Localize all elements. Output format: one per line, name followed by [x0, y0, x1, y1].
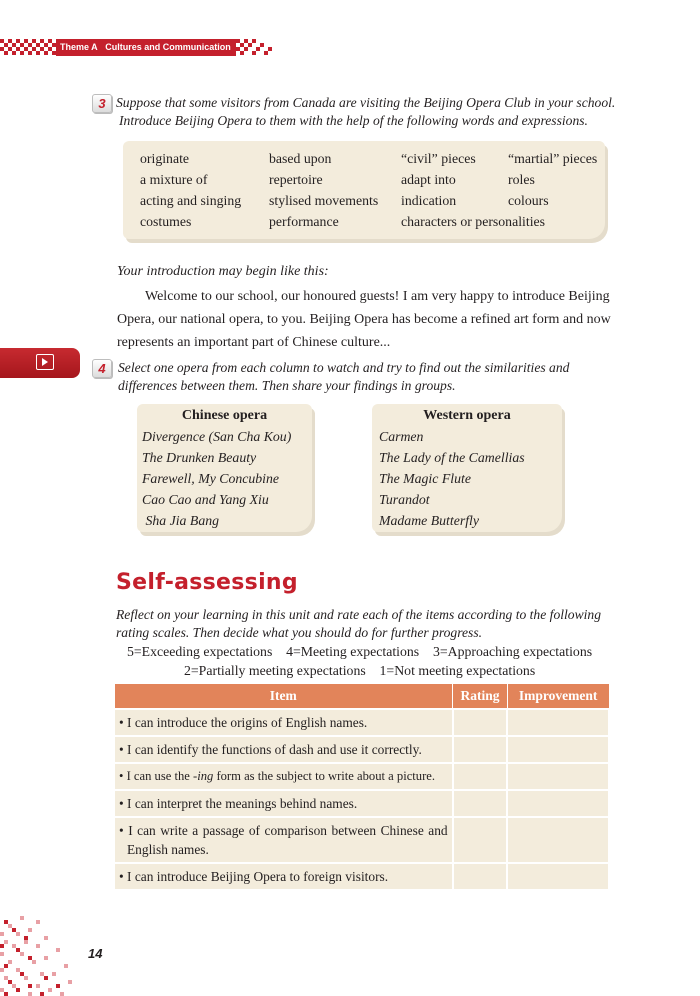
chinese-opera-heading: Chinese opera: [181, 408, 268, 423]
self-assessing-instruction: [116, 606, 626, 642]
task-4-prompt: [118, 359, 618, 395]
chinese-opera-item: Cao Cao and Yang Xiu: [142, 492, 269, 507]
improvement-cell[interactable]: [507, 736, 609, 763]
western-opera-item: Carmen: [379, 429, 424, 444]
item-text: I can introduce Beijing Opera to foreign visitors.: [127, 869, 389, 884]
instruction-line-2: rating scales. Then decide what you should do for further progress.: [116, 625, 483, 640]
item-cell: • I can use the -ing form as the subject to write about a picture.: [114, 763, 453, 790]
chinese-opera-item: The Drunken Beauty: [142, 450, 257, 465]
vocab-word: colours: [508, 193, 549, 208]
task-4-prompt-line-2: differences between them. Then share your findings in groups.: [118, 378, 456, 393]
vocab-word: originate: [140, 151, 190, 166]
vocab-word: stylised movements: [269, 193, 379, 208]
item-text: I can identify the functions of dash and use it correctly.: [127, 742, 422, 757]
item-text-emphasis: -ing: [193, 769, 214, 783]
item-cell: • I can introduce Beijing Opera to foreign visitors.: [114, 863, 453, 890]
item-cell: • I can interpret the meanings behind names.: [114, 790, 453, 817]
vocab-word: characters or personalities: [401, 214, 546, 229]
improvement-cell[interactable]: [507, 817, 609, 863]
table-row: [114, 790, 609, 817]
video-play-icon[interactable]: [36, 354, 54, 370]
instruction-line-1: Reflect on your learning in this unit and rate each of the items according to the following: [116, 607, 602, 622]
header-pixel-pattern: [236, 38, 276, 58]
page-number: 14: [88, 946, 103, 961]
improvement-cell[interactable]: [507, 763, 609, 790]
task-4-prompt-line-1: Select one opera from each column to watch and try to find out the similarities and: [118, 360, 570, 375]
improvement-cell[interactable]: [507, 863, 609, 890]
rating-cell[interactable]: [453, 763, 508, 790]
rating-cell[interactable]: [453, 817, 508, 863]
task-3-prompt-line-1: Suppose that some visitors from Canada are visiting the Beijing Opera Club in your school.: [116, 95, 616, 110]
table-row: [114, 817, 609, 863]
rating-cell[interactable]: [453, 863, 508, 890]
task-3-prompt: [116, 94, 626, 130]
chinese-opera-item: Sha Jia Bang: [142, 513, 220, 528]
table-row: [114, 736, 609, 763]
chinese-opera-item: Farewell, My Concubine: [142, 471, 280, 486]
header-theme-title: Cultures and Communication: [105, 42, 231, 52]
intro-line-2: Opera, our national opera, to you. Beijing Opera has become a refined art form and now: [117, 312, 611, 327]
rating-cell[interactable]: [453, 736, 508, 763]
header-theme-label: Theme A: [60, 42, 98, 52]
item-cell: • I can identify the functions of dash and use it correctly.: [114, 736, 453, 763]
item-text: form as the subject to write about a picture.: [213, 769, 436, 783]
item-text: I can introduce the origins of English names.: [127, 715, 368, 730]
intro-line-1: Welcome to our school, our honoured guests! I am very happy to introduce Beijing: [145, 289, 610, 304]
task-3-prompt-line-2: Introduce Beijing Opera to them with the help of the following words and expressions.: [119, 113, 588, 128]
improvement-cell[interactable]: [507, 709, 609, 736]
item-text: I can use the: [126, 769, 193, 783]
column-header-rating: Rating: [453, 684, 508, 710]
task-4-badge: 4: [92, 359, 112, 378]
item-cell: • I can introduce the origins of English names.: [114, 709, 453, 736]
intro-paragraph: [117, 285, 618, 354]
header-theme-bar: [56, 39, 236, 56]
western-opera-heading: Western opera: [423, 408, 511, 423]
vocab-word: roles: [508, 172, 535, 187]
table-row: [114, 863, 609, 890]
table-row: [114, 709, 609, 736]
intro-line-3: represents an important part of Chinese culture...: [117, 335, 391, 350]
rating-cell[interactable]: [453, 790, 508, 817]
vocab-word: “martial” pieces: [508, 151, 598, 166]
vocab-word: “civil” pieces: [401, 151, 476, 166]
rating-scale-line-1: 5=Exceeding expectations 4=Meeting expectations 3=Approaching expectations: [127, 644, 593, 659]
vocab-word: based upon: [269, 151, 332, 166]
western-opera-item: The Lady of the Camellias: [379, 450, 525, 465]
western-opera-item: Madame Butterfly: [379, 513, 480, 528]
improvement-cell[interactable]: [507, 790, 609, 817]
footer-pixel-pattern: [0, 912, 80, 996]
western-opera-item: The Magic Flute: [379, 471, 471, 486]
vocab-word: a mixture of: [140, 172, 208, 187]
vocab-word: acting and singing: [140, 193, 242, 208]
column-header-improvement: Improvement: [507, 684, 609, 710]
column-header-item: Item: [114, 684, 453, 710]
western-opera-item: Turandot: [379, 492, 430, 507]
task-3-badge: 3: [92, 94, 112, 113]
self-assessing-title: Self-assessing: [116, 570, 298, 595]
chinese-opera-item: Divergence (San Cha Kou): [142, 429, 292, 444]
vocab-word: performance: [269, 214, 339, 229]
rating-cell[interactable]: [453, 709, 508, 736]
vocab-word: indication: [401, 193, 457, 208]
table-row: [114, 763, 609, 790]
item-text: I can interpret the meanings behind names.: [127, 796, 358, 811]
vocab-word: costumes: [140, 214, 192, 229]
item-text: I can write a passage of comparison between Chinese and English names.: [127, 823, 448, 857]
table-header-row: [114, 684, 609, 710]
intro-lead: Your introduction may begin like this:: [117, 264, 329, 279]
vocab-word: repertoire: [269, 172, 323, 187]
item-cell: • I can write a passage of comparison between Chinese and English names.: [114, 817, 453, 863]
rating-scale-line-2: 2=Partially meeting expectations 1=Not meeting expectations: [184, 663, 536, 678]
header-checker-pattern: [0, 38, 56, 58]
vocab-word: adapt into: [401, 172, 456, 187]
self-assessment-table: [113, 683, 610, 891]
